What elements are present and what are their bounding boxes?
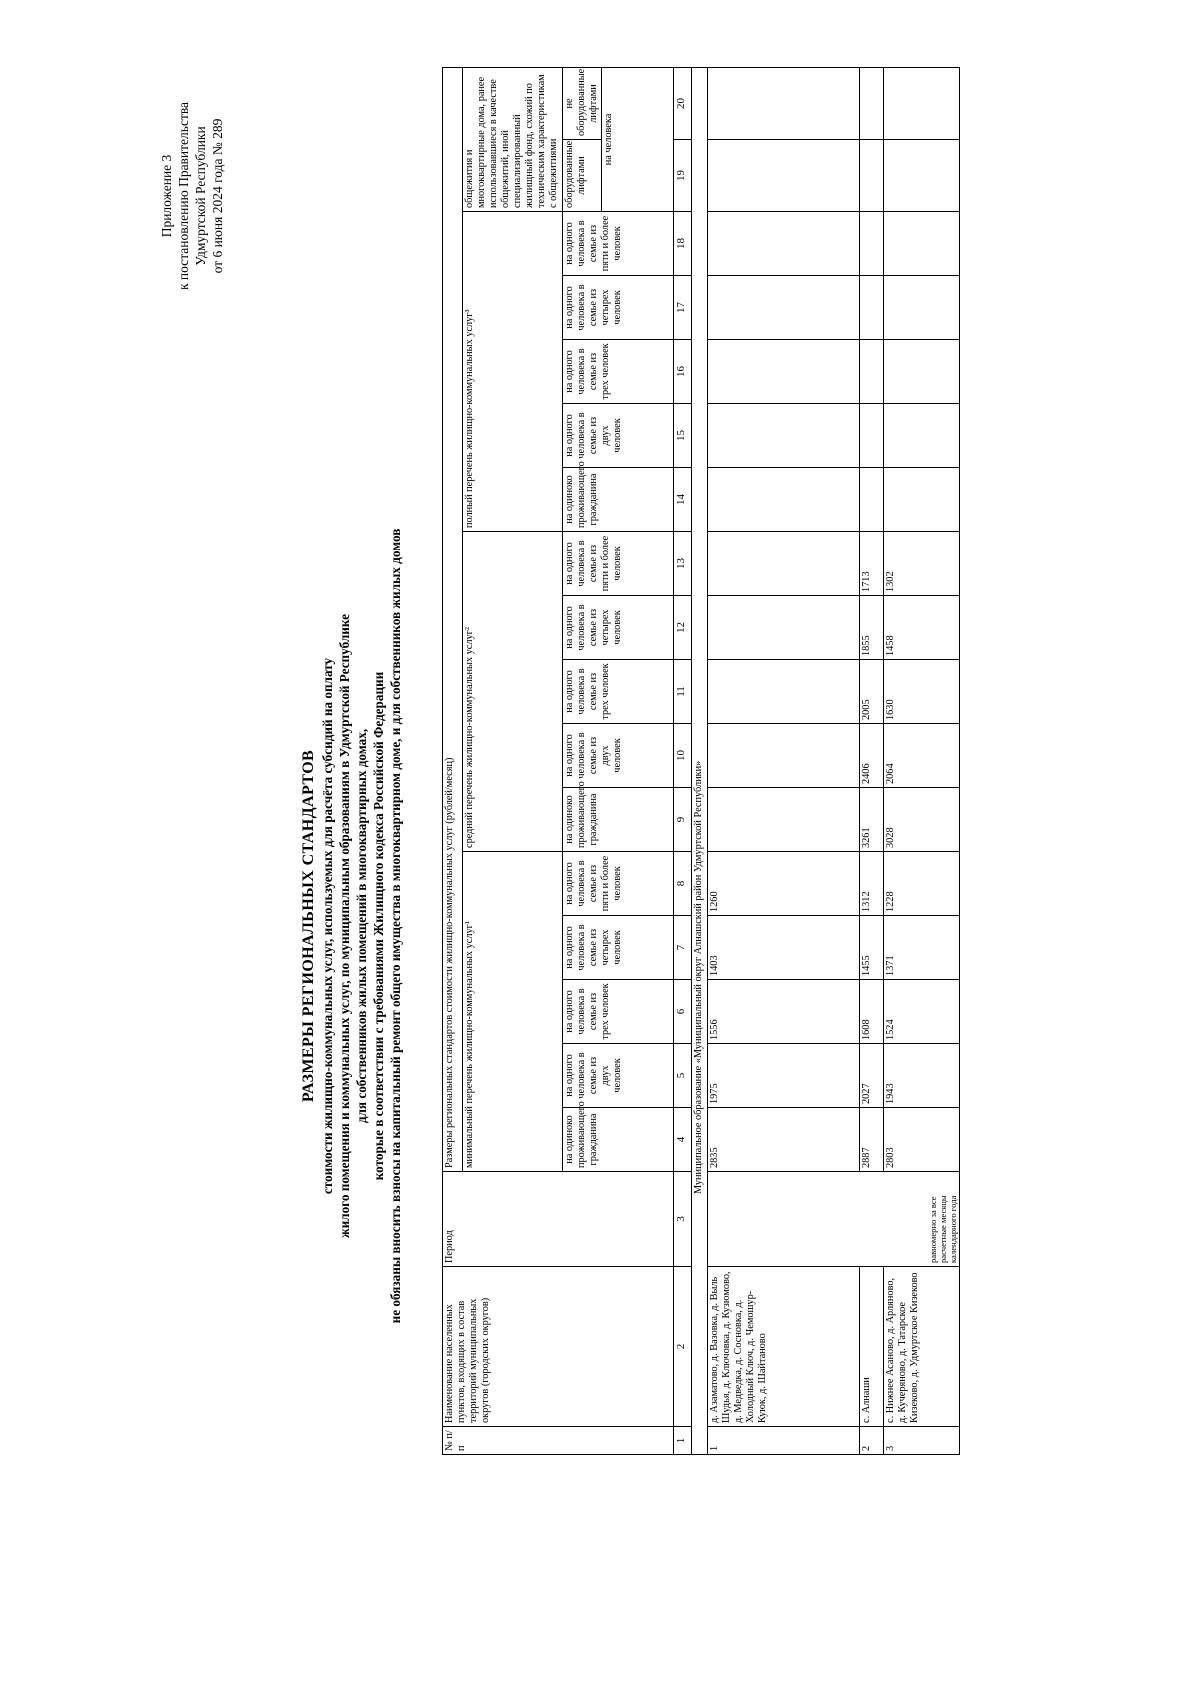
- row-value: [884, 212, 960, 276]
- standards-table: [442, 67, 960, 1455]
- row-value: 1975: [708, 1044, 860, 1108]
- header-sub: на одного человека в семье из двух человек: [563, 404, 674, 468]
- row-value: 1524: [884, 980, 960, 1044]
- header-sub: на одного человека в семье из четырех человек: [563, 596, 674, 660]
- header-sub: на одного человека в семье из пяти и более человек: [563, 212, 674, 276]
- row-value: [860, 212, 884, 276]
- col-number: 15: [674, 404, 692, 468]
- col-number: 11: [674, 660, 692, 724]
- row-period: равномерно за все расчетные месяцы календарного года: [708, 1172, 960, 1267]
- row-value: [860, 340, 884, 404]
- row-value: 1630: [884, 660, 960, 724]
- col-number: 1: [674, 1427, 692, 1455]
- row-value: 1403: [708, 916, 860, 980]
- header-sub: на одного человека в семье из четырех человек: [563, 276, 674, 340]
- header-sub: на одного человека в семье из двух человек: [563, 724, 674, 788]
- col-number: 7: [674, 916, 692, 980]
- document-subtitle-line: стоимости жилищно-коммунальных услуг, используемых для расчёта субсидий на оплату: [320, 657, 335, 1195]
- row-value: [708, 67, 860, 139]
- row-value: 1713: [860, 532, 884, 596]
- row-value: [708, 404, 860, 468]
- header-full-list: полный перечень жилищно-коммунальных услуг³: [463, 212, 563, 532]
- col-number: 2: [674, 1267, 692, 1427]
- col-number: 6: [674, 980, 692, 1044]
- table-row: [708, 67, 860, 1454]
- row-value: 2406: [860, 724, 884, 788]
- row-value: 2005: [860, 660, 884, 724]
- row-num: 1: [708, 1427, 860, 1455]
- row-value: 2064: [884, 724, 960, 788]
- col-number: 10: [674, 724, 692, 788]
- row-value: [708, 724, 860, 788]
- col-number: 14: [674, 468, 692, 532]
- col-number: 5: [674, 1044, 692, 1108]
- col-number: 12: [674, 596, 692, 660]
- col-number: 16: [674, 340, 692, 404]
- header-dorm: общежития и многоквартирные дома, ранее использовавшиеся в качестве общежитий, иной специализированный жилищный фонд, схожий по техническим характеристикам с общежитиями: [463, 67, 563, 211]
- col-number: 20: [674, 67, 692, 139]
- col-number: 9: [674, 788, 692, 852]
- header-num: № п/п: [443, 1427, 674, 1455]
- header-mid-list: средний перечень жилищно-коммунальных услуг²: [463, 532, 563, 852]
- col-number: 18: [674, 212, 692, 276]
- row-value: [708, 276, 860, 340]
- header-sub: на одиноко проживающего гражданина: [563, 468, 674, 532]
- header-sub: на одного человека в семье из пяти и более человек: [563, 852, 674, 916]
- row-value: [860, 468, 884, 532]
- row-value: 1556: [708, 980, 860, 1044]
- row-value: 1260: [708, 852, 860, 916]
- document-subtitle-line: жилого помещения и коммунальных услуг, по муниципальным образованиям в Удмуртской Республике: [337, 614, 352, 1238]
- col-number: 4: [674, 1108, 692, 1172]
- row-value: [884, 468, 960, 532]
- row-value: [884, 276, 960, 340]
- row-value: [708, 596, 860, 660]
- row-value: [860, 140, 884, 212]
- row-value: [708, 660, 860, 724]
- row-value: [708, 788, 860, 852]
- row-value: 2803: [884, 1108, 960, 1172]
- header-period: Период: [443, 1172, 674, 1267]
- row-value: [708, 340, 860, 404]
- row-value: 1228: [884, 852, 960, 916]
- row-num: 3: [884, 1427, 960, 1455]
- document-subtitle-line: не обязаны вносить взносы на капитальный ремонт общего имущества в многоквартирном доме, и для собственников жилых домов: [388, 528, 403, 1324]
- col-number: 8: [674, 852, 692, 916]
- row-value: [884, 67, 960, 139]
- row-value: 2835: [708, 1108, 860, 1172]
- row-num: 2: [860, 1427, 884, 1455]
- row-value: 1455: [860, 916, 884, 980]
- appendix-caption: [158, 46, 226, 346]
- row-value: 1312: [860, 852, 884, 916]
- row-value: 1371: [884, 916, 960, 980]
- row-value: 1302: [884, 532, 960, 596]
- header-sub: на одиноко проживающего гражданина: [563, 1108, 674, 1172]
- row-value: 2027: [860, 1044, 884, 1108]
- row-value: [860, 404, 884, 468]
- row-value: [708, 468, 860, 532]
- col-number: 3: [674, 1172, 692, 1267]
- header-sub: на одного человека в семье из четырех человек: [563, 916, 674, 980]
- appendix-line: Приложение 3: [159, 154, 174, 238]
- header-name: Наименование населенных пунктов, входящих в состав территорий муниципальных округов (городских округов): [443, 1267, 674, 1427]
- header-lifts-no: не оборудованные лифтами: [563, 67, 602, 139]
- row-value: [708, 140, 860, 212]
- header-sub: на одиноко проживающего гражданина: [563, 788, 674, 852]
- col-number: 17: [674, 276, 692, 340]
- header-sub: на одного человека в семье из трех человек: [563, 980, 674, 1044]
- row-value: [884, 340, 960, 404]
- row-value: [860, 67, 884, 139]
- appendix-line: Удмуртской Республики: [193, 126, 208, 266]
- col-number: 19: [674, 140, 692, 212]
- header-sub: на одного человека в семье из пяти и более человек: [563, 532, 674, 596]
- row-value: 1855: [860, 596, 884, 660]
- row-value: 1458: [884, 596, 960, 660]
- row-value: 2887: [860, 1108, 884, 1172]
- document-title: РАЗМЕРЫ РЕГИОНАЛЬНЫХ СТАНДАРТОВ: [300, 749, 317, 1103]
- row-name: д. Азаматово, д. Вазовка, д. Выль Шудья, д. Ключовка, д. Кузюмово, д. Медведка, д. Сосновка, д. Холодный Ключ, д. Чемошур-Куюк, д. Шайтаново: [708, 1267, 860, 1427]
- appendix-line: от 6 июня 2024 года № 289: [210, 118, 225, 274]
- row-value: 3028: [884, 788, 960, 852]
- header-per-person: на человека: [602, 67, 674, 211]
- row-value: [708, 532, 860, 596]
- row-value: [884, 404, 960, 468]
- header-sub: на одного человека в семье из трех человек: [563, 340, 674, 404]
- municipality-heading: Муниципальное образование «Муниципальный округ Алнашский район Удмуртской Республики»: [692, 67, 708, 1454]
- document-subtitle-line: для собственников жилых помещений в многоквартирных домах,: [354, 728, 369, 1124]
- row-name: с. Алнаши: [860, 1267, 884, 1427]
- col-number: 13: [674, 532, 692, 596]
- header-lifts-yes: оборудованные лифтами: [563, 140, 602, 212]
- row-value: 3261: [860, 788, 884, 852]
- row-value: [708, 212, 860, 276]
- row-value: 1608: [860, 980, 884, 1044]
- header-sub: на одного человека в семье из трех человек: [563, 660, 674, 724]
- appendix-line: к постановлению Правительства: [176, 101, 191, 291]
- header-sub: на одного человека в семье из двух человек: [563, 1044, 674, 1108]
- row-value: [884, 140, 960, 212]
- row-value: [860, 276, 884, 340]
- row-value: 1943: [884, 1044, 960, 1108]
- header-min-list: минимальный перечень жилищно-коммунальных услуг¹: [463, 852, 563, 1172]
- row-name: с. Нижнее Асаново, д. Арляново, д. Кучеряново, д. Татарское Кизеково, д. Удмуртское Кизеково: [884, 1267, 960, 1427]
- document-subtitle-line: которые в соответствии с требованиями Жилищного кодекса Российской Федерации: [371, 671, 386, 1181]
- header-sizes: Размеры региональных стандартов стоимости жилищно-коммунальных услуг (рублей/месяц): [443, 67, 463, 1171]
- document-title-block: [300, 326, 404, 1526]
